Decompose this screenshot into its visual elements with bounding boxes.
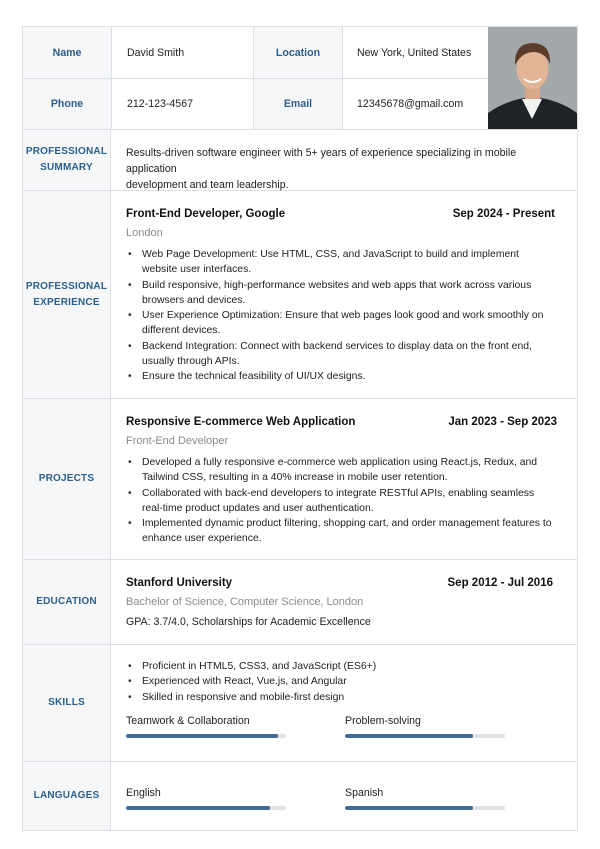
experience-bullets [126,247,555,385]
gpa: GPA: 3.7/4.0, Scholarships for Academic Excellence [126,616,371,628]
language-bar-spanish [345,787,505,810]
skill-bar-fill [126,734,278,738]
skill-bar-problem-solving [345,715,505,738]
skills-label: SKILLS [23,645,111,761]
profile-photo [488,27,577,129]
project-title: Responsive E-commerce Web Application [126,416,356,428]
location-value: New York, United States [342,27,488,78]
language-bar-label: Spanish [345,787,384,799]
skill-bar-track [345,734,505,738]
list-item: • Ensure the technical feasibility of UI/UX designs. [142,369,555,384]
list-item: • Implemented dynamic product filtering, shopping cart, and order management features to enhance user experience. [142,516,557,547]
degree: Bachelor of Science, Computer Science, London [126,596,364,608]
school-name: Stanford University [126,577,233,589]
skills-content [111,645,577,761]
list-item: • Experienced with React, Vue.js, and Angular [142,674,561,689]
skills-bullets [126,659,561,705]
resume-sheet [22,26,578,831]
summary-text: Results-driven software engineer with 5+ years of experience specializing in mobile application development and team leadership. [126,147,517,191]
summary-content [111,130,577,190]
email-label: Email [253,78,342,129]
experience-content [111,191,577,398]
language-bar-fill [126,806,270,810]
language-bar-fill [345,806,473,810]
list-item: • Build responsive, high-performance websites and web apps that work across various browsers and devices. [142,278,555,309]
language-bar-english [126,787,286,810]
list-item: • Web Page Development: Use HTML, CSS, and JavaScript to build and implement website user interfaces. [142,247,555,278]
job-title: Front-End Developer, Google [126,208,286,220]
phone-label: Phone [23,78,111,129]
language-bar-track [345,806,505,810]
skill-bar-label: Teamwork & Collaboration [126,715,250,727]
skill-bar-teamwork [126,715,286,738]
languages-label: LANGUAGES [23,762,111,830]
projects-section [23,399,577,560]
list-item: • Developed a fully responsive e-commerce web application using React.js, Redux, and Tailwind CSS, resulting in a 40% increase in mobile user retention. [142,455,557,486]
phone-value: 212-123-4567 [111,78,253,129]
projects-content [111,399,577,559]
name-label: Name [23,27,111,78]
language-bar-label: English [126,787,161,799]
education-section [23,560,577,645]
languages-content [111,762,577,830]
education-dates: Sep 2012 - Jul 2016 [447,577,553,589]
list-item: • Collaborated with back-end developers to integrate RESTful APIs, enabling seamless real-time product updates and user authentication. [142,486,557,517]
contact-info-grid [23,27,577,130]
project-bullets [126,455,557,547]
projects-label: PROJECTS [23,399,111,559]
project-role: Front-End Developer [126,435,229,447]
job-location: London [126,227,163,239]
list-item: • Skilled in responsive and mobile-first design [142,690,561,705]
list-item: • User Experience Optimization: Ensure that web pages look good and work smoothly on different devices. [142,308,555,339]
summary-label: PROFESSIONAL SUMMARY [23,130,111,190]
skill-bar-fill [345,734,473,738]
portrait-image [488,27,577,129]
skills-section [23,645,577,762]
experience-label: PROFESSIONAL EXPERIENCE [23,191,111,398]
list-item: • Backend Integration: Connect with backend services to display data on the front end, usually through APIs. [142,339,555,370]
skill-bar-track [126,734,286,738]
experience-section [23,191,577,399]
name-value: David Smith [111,27,253,78]
project-dates: Jan 2023 - Sep 2023 [448,416,557,428]
skill-bar-label: Problem-solving [345,715,421,727]
summary-section [23,130,577,191]
languages-section [23,762,577,830]
list-item: • Proficient in HTML5, CSS3, and JavaScript (ES6+) [142,659,561,674]
job-dates: Sep 2024 - Present [452,208,555,220]
language-bar-track [126,806,286,810]
education-label: EDUCATION [23,560,111,644]
education-content [111,560,577,644]
email-value: 12345678@gmail.com [342,78,488,129]
location-label: Location [253,27,342,78]
